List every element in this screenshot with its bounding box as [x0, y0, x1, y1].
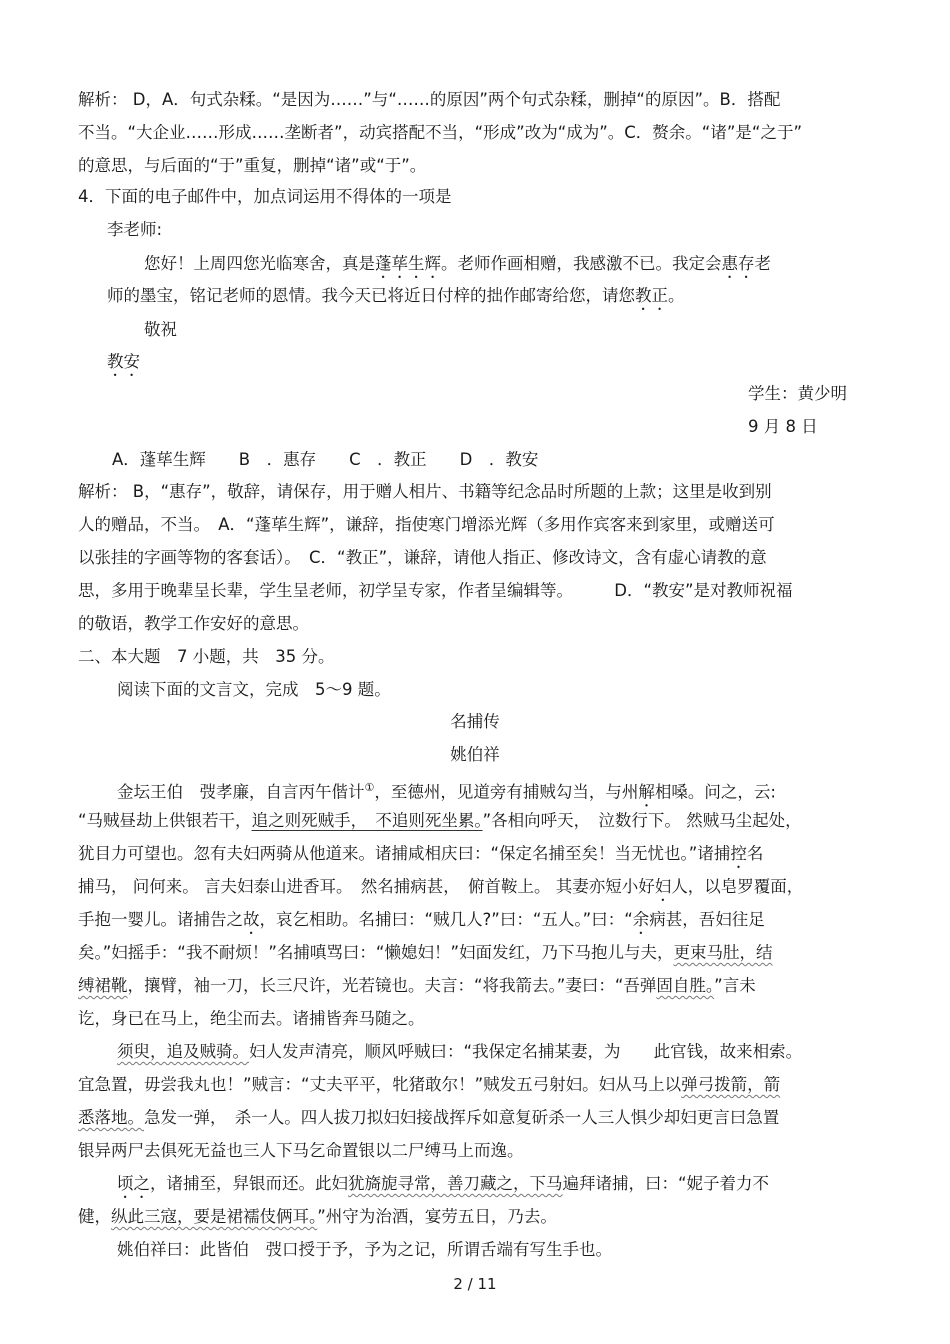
passage-text: 四人拔刀拟妇妇接战挥斥如意复斫杀一人三人惧少却妇更言曰急置 — [300, 1108, 780, 1127]
email-signature: 学生：黄少明 — [748, 384, 847, 403]
passage-para2-line3 — [78, 1106, 779, 1130]
passage-text: 人，以皂罗覆面， — [671, 877, 804, 896]
passage-para2-line4: 银异两尸去俱死无益也三人下马乞命置银以二尸缚马上而逸。 — [78, 1141, 524, 1160]
email-text: 师的墨宝，铭记老师的恩情。我今天已将近日付梓的拙作邮寄给您，请您 — [107, 286, 635, 305]
analysis-q3-line2: 不当。“大企业……形成……垄断者”，动宾搭配不当，“形成”改为“成为”。C．赘余。“诸”是“之于” — [78, 123, 803, 142]
email-date: 9 月 8 日 — [748, 417, 818, 436]
wavy-underlined-phrase: 悉落地。 — [78, 1108, 144, 1127]
wavy-underlined-phrase: 缚裙靴 — [78, 976, 128, 995]
analysis-q4-line5: 的敬语，教学工作安好的意思。 — [78, 614, 309, 633]
passage-text: 去。 — [523, 1207, 557, 1226]
wavy-underlined-phrase: 须臾，追及贼骑。 — [117, 1042, 249, 1061]
passage-para1-line1 — [117, 776, 776, 811]
wavy-underlined-phrase: 犹旖旎寻常，善刀藏之，下马 — [348, 1174, 563, 1193]
analysis-q3-line3: 的意思，与后面的“于”重复，删掉“诸”或“于”。 — [78, 156, 427, 175]
analysis-q4-line2: 人的赠品，不当。 A．“蓬荜生辉”，谦辞，指使寒门增添光辉（多用作宾客来到家里，或赠送可 — [78, 515, 775, 534]
passage-para1-line4 — [78, 875, 803, 905]
passage-para1-line7 — [78, 974, 756, 998]
passage-para1-line2 — [78, 809, 802, 833]
passage-text: 治酒，宴劳五日，乃 — [375, 1207, 524, 1226]
analysis-q4-line1: 解析： B，“惠存”，敬辞，请保存，用于赠人相片、书籍等纪念品时所题的上款；这里是收到别 — [78, 482, 772, 501]
passage-text: ，诸捕至，舁银而还。此妇 — [150, 1174, 348, 1193]
email-body-line1 — [144, 252, 771, 282]
wavy-underlined-phrase: 固自胜。 — [656, 976, 715, 995]
passage-text: 病甚，吾妇往足 — [649, 910, 765, 929]
passage-text: ”言未 — [714, 976, 756, 995]
dotted-word: 顷之 — [117, 1174, 150, 1193]
dotted-word: 故 — [243, 910, 260, 929]
email-closing-blessing: 教安 — [107, 352, 140, 371]
underlined-sentence: 追之则死贼手， 不追则死坐累。 — [251, 811, 483, 830]
passage-para3-line1 — [117, 1172, 769, 1202]
email-body-line2 — [107, 284, 685, 314]
passage-text: 宜急置，毋尝我丸也！”贼言：“丈夫平平，牝猪敢尔！”贼发五弓射妇。妇从马上以 — [78, 1075, 682, 1094]
passage-text: 健， — [78, 1207, 111, 1226]
passage-text: 捕马， 问何来。 言夫妇泰山进香耳。 然名捕病甚， 俯首鞍上。 其妻亦短小好 — [78, 877, 655, 896]
passage-text: 妇人发声清亮，顺风呼贼曰：“我保定名捕某妻，为 — [249, 1042, 654, 1061]
email-closing: 敬祝 — [144, 320, 177, 339]
dotted-word: 教正 — [635, 286, 668, 305]
analysis-q4-line4: 思，多用于晚辈呈长辈，学生呈老师，初学呈专家，作者呈编辑等。 D．“教安”是对教师祝福 — [78, 581, 793, 600]
dotted-word: 余 — [632, 910, 650, 929]
passage-title: 名捕传 — [450, 712, 500, 731]
passage-text: 矣。”妇摇手：“我不耐烦！”名捕嗔骂曰：“懒媳妇！”妇面发红，乃下马抱儿与夫， — [78, 943, 674, 962]
reading-instruction: 阅读下面的文言文，完成 5～9 题。 — [117, 680, 391, 699]
email-text: 。老师作画相赠，我感激不已。我定会 — [441, 254, 722, 273]
passage-text: ，攘臂，袖一刀，长三尺许，光若镜也。夫言：“将我箭去。”妻曰：“吾弹 — [127, 976, 657, 995]
dotted-word: 惠存 — [721, 254, 755, 273]
footnote-marker: ① — [364, 781, 375, 794]
email-text: 老 — [754, 254, 771, 273]
passage-text: 相嗓。问之，云: — [654, 782, 776, 802]
dotted-word: 蓬荜生辉 — [375, 254, 441, 273]
passage-text: 犹目力可望也。忽有夫妇两骑从他道来。诸捕咸相庆曰：“保定名捕至矣！当无忧也。”诸捕 — [78, 844, 731, 863]
passage-text: ”州守为 — [317, 1207, 376, 1226]
passage-para1-line6 — [78, 941, 773, 965]
passage-text: 手抱一婴儿。诸捕告之 — [78, 910, 243, 929]
passage-text: ，至德州，见道旁有捕贼勾当，与州 — [374, 782, 639, 802]
passage-para3-line2 — [78, 1205, 557, 1229]
dotted-word: 解 — [638, 782, 655, 802]
passage-text: 名 — [746, 844, 764, 863]
dotted-word: 妇 — [654, 877, 672, 896]
question-4-options: A．蓬荜生辉 B ．惠存 C ．教正 D ．教安 — [112, 450, 539, 469]
passage-text: ”各相向呼天， 泣数行下。 然贼马尘起处， — [482, 811, 802, 830]
passage-para1-line5 — [78, 908, 765, 938]
wavy-underlined-phrase: 更束马肚，结 — [673, 943, 773, 962]
dotted-word: 控 — [730, 844, 747, 863]
passage-text: ，哀乞相助。名捕曰：“贼几人?”曰：“五人。”曰：“ — [259, 910, 633, 929]
wavy-underlined-phrase: 纵此三寇，要是裙襦伎俩耳。 — [111, 1207, 318, 1226]
passage-para1-line8: 讫，身已在马上，绝尘而去。诸捕皆奔马随之。 — [78, 1009, 425, 1028]
passage-author-comment: 姚伯祥曰：此皆伯 弢口授于予，予为之记，所谓舌端有写生手也。 — [117, 1240, 612, 1259]
email-salutation: 李老师: — [107, 220, 163, 239]
passage-para2-line1 — [117, 1040, 802, 1064]
passage-para2-line2 — [78, 1073, 780, 1097]
passage-text: 此官钱，故来相索。 — [653, 1042, 803, 1061]
email-text: 您好！上周四您光临寒舍，真是 — [144, 254, 375, 273]
section-two-heading: 二、本大题 7 小题，共 35 分。 — [78, 647, 335, 666]
wavy-underlined-phrase: 弹弓拨箭，箭 — [681, 1075, 781, 1094]
passage-author: 姚伯祥 — [450, 745, 500, 764]
analysis-q4-line3: 以张挂的字画等物的客套话）。 C．“教正”，谦辞，请他人指正、修改诗文，含有虚心请教的意 — [78, 548, 767, 567]
passage-text: 金坛王伯 弢孝廉，自言丙午偕计 — [117, 782, 365, 802]
passage-text: “马贼昼劫上供银若干， — [78, 811, 252, 830]
passage-para1-line3 — [78, 842, 763, 872]
page-number: 2 / 11 — [453, 1275, 497, 1293]
analysis-q3-line1: 解析： D，A．句式杂糅。“是因为……”与“……的原因”两个句式杂糅，删掉“的原因”。B．搭配 — [78, 90, 781, 109]
passage-text: 遍拜诸捕，曰：“妮子着力不 — [562, 1174, 770, 1193]
question-4-stem: 4．下面的电子邮件中，加点词运用不得体的一项是 — [78, 187, 452, 206]
passage-text: 急发一弹， 杀一人。 — [144, 1108, 301, 1127]
email-text: 。 — [668, 286, 685, 305]
